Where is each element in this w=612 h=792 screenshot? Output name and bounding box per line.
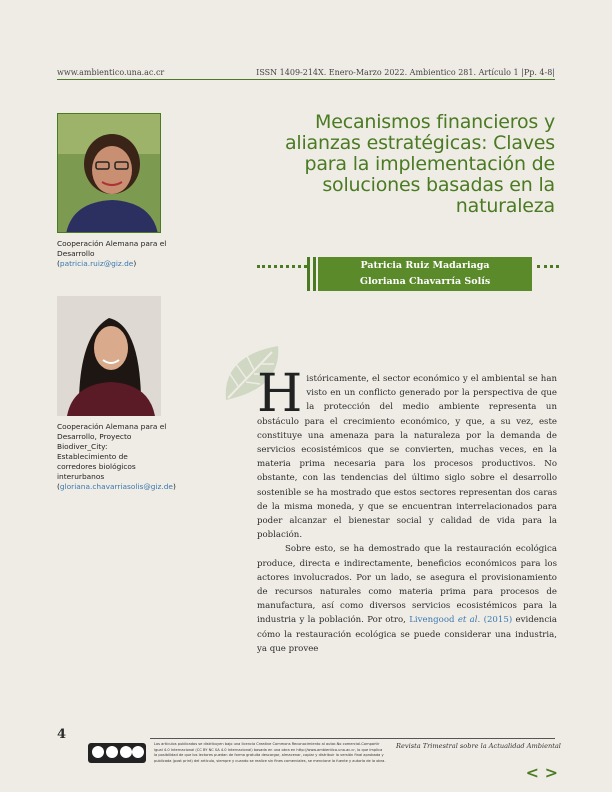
footer-rule-right: [396, 738, 555, 739]
author-2-org: Cooperación Alemana para el Desarrollo, Proyecto Biodiver_City: Establecimiento de corredores biológicos interurbanos: [57, 422, 167, 481]
paragraph-2-text-a: Sobre esto, se ha demostrado que la restauración ecológica produce, directa e indirectamente, beneficios económicos para los actores involucrados. Por un lado, se asegura el provisionamiento de recursos naturales como materia prima para procesos de manufactura, así como diversos servicios ecosistémicos para la industria y la población. Por otro,: [257, 544, 557, 626]
footer-rule-left: [150, 738, 402, 739]
author-1-email[interactable]: patricia.ruiz@giz.de: [59, 259, 134, 268]
paragraph-1: [257, 364, 557, 542]
creative-commons-badge-icon[interactable]: [88, 743, 146, 763]
accent-bar: [313, 257, 316, 291]
author-2-affiliation: Cooperación Alemana para el Desarrollo, Proyecto Biodiver_City: Establecimiento de corredores biológicos interurbanos (gloriana.chavarriasolis@giz.de): [57, 422, 176, 491]
header-rule: [57, 79, 555, 80]
author-photo-2: [57, 296, 161, 416]
journal-name: Revista Trimestral sobre la Actualidad Ambiental: [396, 742, 561, 750]
drop-cap: H: [257, 364, 303, 424]
citation-author: Livengood: [409, 615, 458, 626]
page-number: 4: [57, 727, 67, 742]
article-title: Mecanismos financieros y alianzas estratégicas: Claves para la implementación de soluciones basadas en la naturaleza: [284, 111, 555, 217]
paragraph-1-text: istóricamente, el sector económico y el ambiental se han visto en un conflicto generado por la perspectiva de que la protección del medio ambiente representa un obstáculo para el crecimiento económico, y que, a su vez, este constituye una amenaza para la naturaleza por la demanda de servicios ecosistémicos que se convierten, muchas veces, en la materia prima necesaria para los procesos productivos. No obstante, con las tendencias del último siglo sobre el desarrollo sostenible se ha mostrado que estos sectores representan dos caras de la misma moneda, y que se encuentran interrelacionados para poder alcanzar el bienestar social y calidad de vida para la población.: [257, 374, 557, 541]
license-text: Los artículos publicados se distribuyen bajo una licencia Creative Commons Reconocimiento al autor-No comercial-Compartir igual 4.0 Internacional (CC BY NC SA 4.0 Internacional) basada en una obra en http://www.ambientico.una.ac.cr, lo que implica la posibilidad de que los lectores puedan de forma gratuita descargar, almacenar, copiar y distribuir la versión final aprobada y publicada (post print) del artículo, siempre y cuando se realice sin fines comerciales, se mencione la fuente y autoría de la obra.: [154, 742, 386, 763]
paragraph-2-text-b: evidencia cómo la restauración ecológica se puede considerar una industria, ya que provee: [257, 615, 558, 654]
paragraph-2: [257, 542, 557, 656]
author-1-org: Cooperación Alemana para el Desarrollo: [57, 239, 167, 258]
author-1-affiliation: Cooperación Alemana para el Desarrollo (patricia.ruiz@giz.de): [57, 239, 167, 268]
citation-year: (2015): [480, 615, 513, 626]
dotted-divider-right: [537, 265, 559, 268]
authors-box: [318, 257, 532, 291]
dotted-divider-left: [257, 265, 307, 268]
citation-etal: et al.: [457, 615, 481, 626]
page-nav-arrows[interactable]: < >: [525, 763, 558, 782]
header-issn: ISSN 1409-214X. Enero-Marzo 2022. Ambientico 281. Artículo 1 |Pp. 4-8|: [256, 68, 555, 77]
author-name-1: Patricia Ruiz Madariaga: [360, 260, 490, 271]
author-name-2: Gloriana Chavarría Solís: [359, 276, 491, 287]
accent-bar: [307, 257, 310, 291]
header-url: www.ambientico.una.ac.cr: [57, 68, 165, 77]
citation-link[interactable]: [409, 615, 512, 625]
author-2-email[interactable]: gloriana.chavarriasolis@giz.de: [59, 482, 173, 491]
author-photo-1: [57, 113, 161, 233]
article-body: [257, 364, 558, 656]
